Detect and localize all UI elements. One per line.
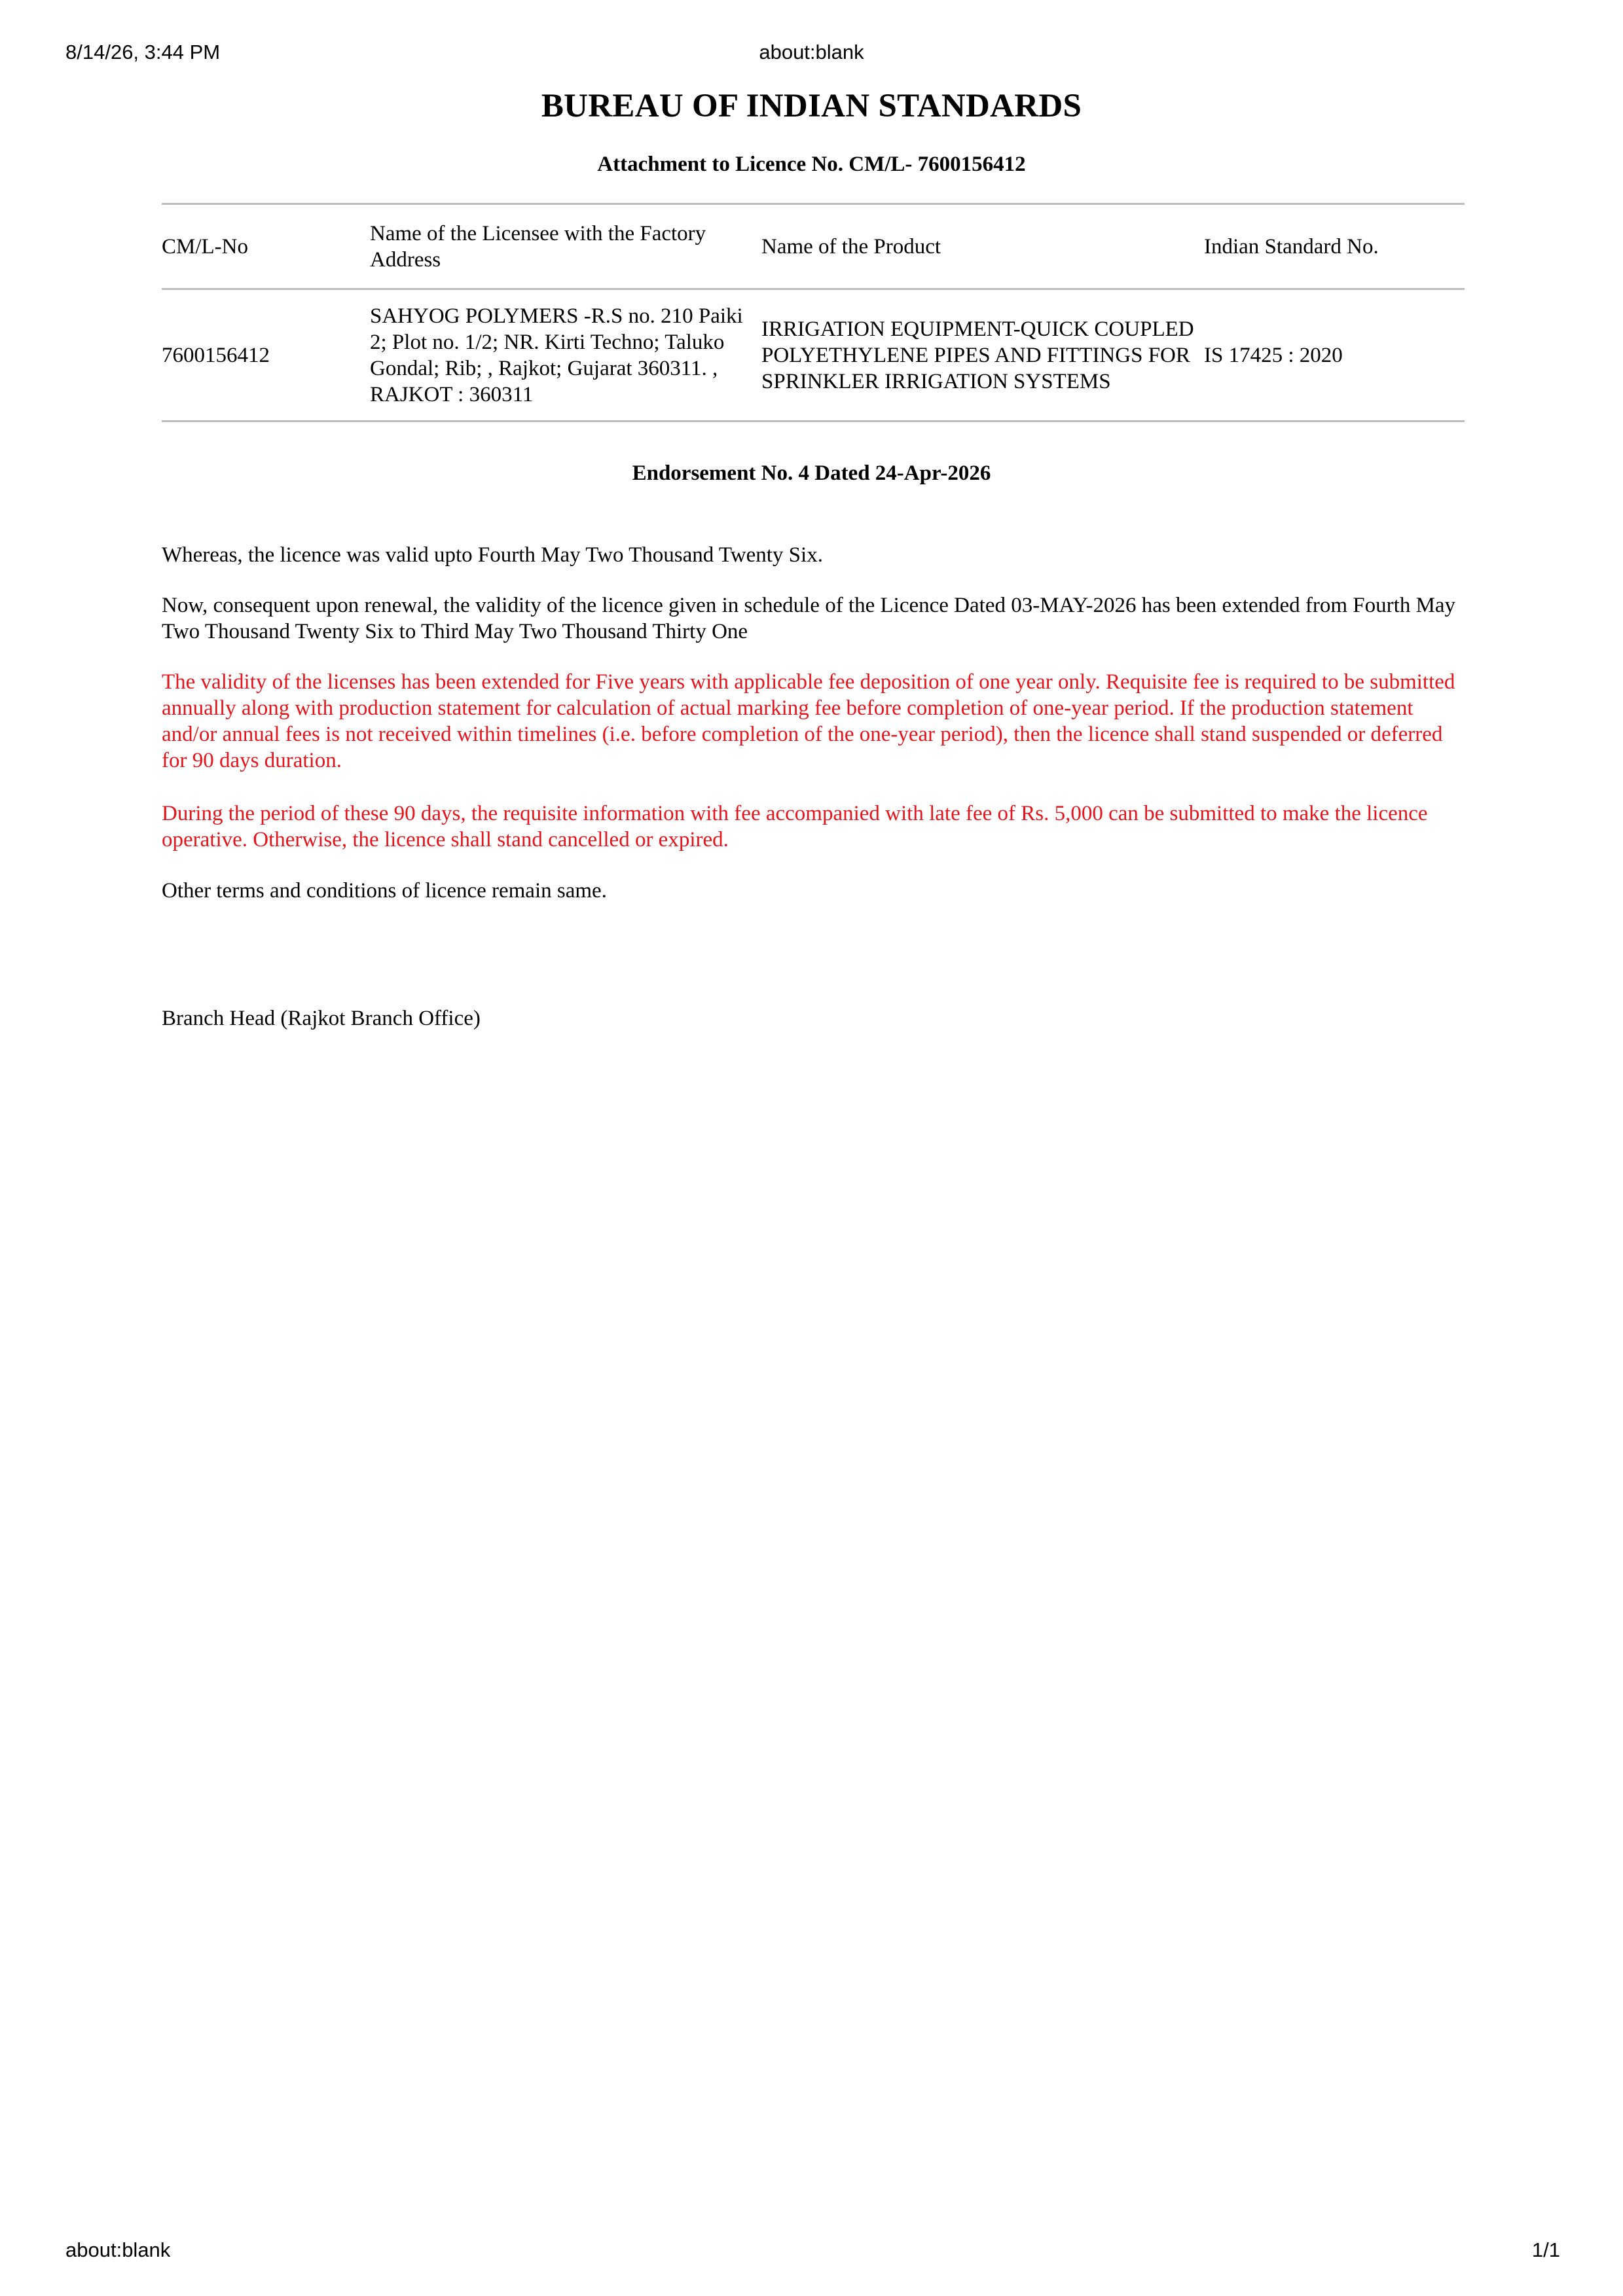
cell-product: IRRIGATION EQUIPMENT-QUICK COUPLED POLYETHYLENE PIPES AND FITTINGS FOR SPRINKLER IRRIGATION SYSTEMS bbox=[761, 317, 1194, 393]
header-cml-no: CM/L-No bbox=[162, 234, 248, 259]
validity-paragraph: Whereas, the licence was valid upto Fourth May Two Thousand Twenty Six. bbox=[162, 543, 823, 567]
licence-table bbox=[162, 203, 1465, 422]
print-datetime: 8/14/26, 3:44 PM bbox=[65, 41, 221, 63]
cell-cml-no: 7600156412 bbox=[162, 343, 270, 367]
renewal-paragraph: Now, consequent upon renewal, the validity of the licence given in schedule of the Licence Dated 03-MAY-2026 has been extended from Fourth May Two Thousand Twenty Six to Third May Two Thousand Thirty One bbox=[162, 594, 1456, 643]
document-title: BUREAU OF INDIAN STANDARDS bbox=[541, 88, 1082, 124]
cell-standard-no: IS 17425 : 2020 bbox=[1204, 343, 1343, 367]
header-standard-no: Indian Standard No. bbox=[1204, 234, 1379, 259]
footer-url: about:blank bbox=[65, 2238, 171, 2261]
print-footer bbox=[0, 2238, 1623, 2265]
print-url: about:blank bbox=[759, 41, 864, 63]
signature-line: Branch Head (Rajkot Branch Office) bbox=[162, 1007, 481, 1030]
cell-licensee: SAHYOG POLYMERS -R.S no. 210 Paiki 2; Plot no. 1/2; NR. Kirti Techno; Taluko Gondal; Rib; , Rajkot; Gujarat 360311. , RAJKOT : 360311 bbox=[370, 304, 743, 406]
table-header-row bbox=[162, 204, 1465, 289]
header-product: Name of the Product bbox=[761, 234, 941, 259]
header-licensee: Name of the Licensee with the Factory Address bbox=[370, 221, 706, 272]
print-header bbox=[0, 41, 1623, 67]
document-subtitle: Attachment to Licence No. CM/L- 7600156412 bbox=[597, 152, 1026, 176]
page-number: 1/1 bbox=[1531, 2238, 1560, 2261]
terms-paragraph: Other terms and conditions of licence remain same. bbox=[162, 879, 607, 903]
fee-notice-paragraph: The validity of the licenses has been extended for Five years with applicable fee deposition of one year only. Requisite fee is required to be submitted annually along with production statement for calculation of actual marking fee before completion of one-year period. If the production statement and/or annual fees is not received within timelines (i.e. before completion of the one-year period), then the licence shall stand suspended or deferred for 90 days duration. bbox=[162, 670, 1455, 772]
late-fee-notice-paragraph: During the period of these 90 days, the requisite information with fee accompanied with late fee of Rs. 5,000 can be submitted to make the licence operative. Otherwise, the licence shall stand cancelled or expired. bbox=[162, 802, 1428, 852]
endorsement-heading: Endorsement No. 4 Dated 24-Apr-2026 bbox=[632, 461, 991, 485]
table-row bbox=[162, 289, 1465, 422]
